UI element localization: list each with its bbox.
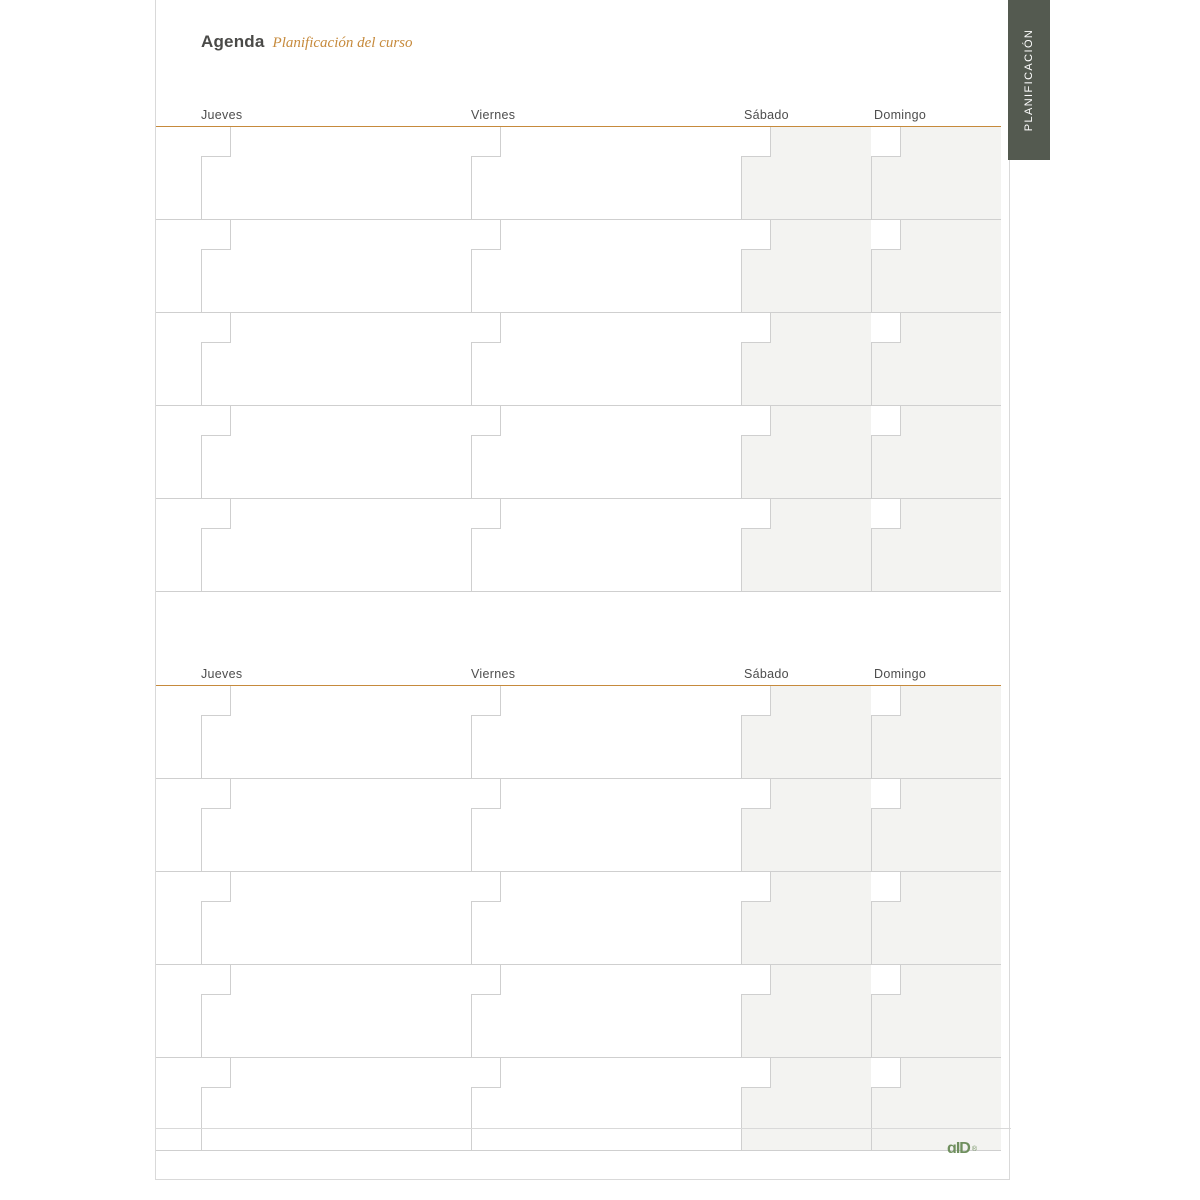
day-header-domingo: Domingo (874, 108, 927, 122)
day-header-sabado: Sábado (744, 108, 789, 122)
date-box[interactable] (201, 220, 231, 250)
date-box[interactable] (471, 313, 501, 343)
date-box[interactable] (741, 965, 771, 995)
date-box[interactable] (471, 686, 501, 716)
date-box[interactable] (471, 406, 501, 436)
date-box[interactable] (741, 1058, 771, 1088)
registered-trademark-icon: ® (971, 1145, 977, 1153)
table-row (156, 1058, 1001, 1151)
side-tab-planificacion[interactable] (1008, 0, 1050, 160)
document-title: Agenda (201, 32, 265, 51)
day-header-viernes: Viernes (471, 667, 516, 681)
date-box[interactable] (471, 872, 501, 902)
date-box[interactable] (871, 499, 901, 529)
date-box[interactable] (201, 499, 231, 529)
date-box[interactable] (741, 127, 771, 157)
brand-logo (947, 1140, 977, 1158)
day-header-viernes: Viernes (471, 108, 516, 122)
date-box[interactable] (741, 220, 771, 250)
table-row (156, 220, 1001, 313)
side-tab-label: PLANIFICACIÓN (1023, 28, 1035, 132)
logo-mark: ɑID (947, 1140, 970, 1157)
date-box[interactable] (871, 965, 901, 995)
date-box[interactable] (201, 406, 231, 436)
planner-block-1 (156, 96, 1011, 592)
page-sheet (155, 0, 1010, 1180)
day-header-domingo: Domingo (874, 667, 927, 681)
table-row (156, 779, 1001, 872)
date-box[interactable] (201, 872, 231, 902)
date-box[interactable] (871, 1058, 901, 1088)
week-grid-1 (156, 126, 1001, 592)
date-box[interactable] (471, 1058, 501, 1088)
day-header-jueves: Jueves (201, 108, 243, 122)
date-box[interactable] (871, 872, 901, 902)
date-box[interactable] (871, 406, 901, 436)
date-box[interactable] (741, 686, 771, 716)
date-box[interactable] (201, 779, 231, 809)
day-header-row-2 (156, 655, 1011, 685)
table-row (156, 965, 1001, 1058)
date-box[interactable] (741, 406, 771, 436)
date-box[interactable] (201, 1058, 231, 1088)
day-header-sabado: Sábado (744, 667, 789, 681)
table-row (156, 127, 1001, 220)
date-box[interactable] (201, 965, 231, 995)
table-row (156, 406, 1001, 499)
date-box[interactable] (871, 220, 901, 250)
date-box[interactable] (741, 872, 771, 902)
table-row (156, 499, 1001, 592)
day-header-jueves: Jueves (201, 667, 243, 681)
date-box[interactable] (471, 220, 501, 250)
date-box[interactable] (201, 127, 231, 157)
date-box[interactable] (741, 499, 771, 529)
document-subtitle: Planificación del curso (272, 35, 413, 51)
date-box[interactable] (201, 313, 231, 343)
date-box[interactable] (471, 127, 501, 157)
date-box[interactable] (471, 779, 501, 809)
page-title (201, 32, 413, 52)
date-box[interactable] (871, 686, 901, 716)
table-row (156, 686, 1001, 779)
date-box[interactable] (871, 779, 901, 809)
week-grid-2 (156, 685, 1001, 1151)
date-box[interactable] (471, 499, 501, 529)
date-box[interactable] (871, 313, 901, 343)
table-row (156, 872, 1001, 965)
table-row (156, 313, 1001, 406)
date-box[interactable] (741, 313, 771, 343)
date-box[interactable] (471, 965, 501, 995)
day-header-row-1 (156, 96, 1011, 126)
footer-divider (156, 1128, 1011, 1129)
date-box[interactable] (201, 686, 231, 716)
planner-block-2 (156, 655, 1011, 1151)
date-box[interactable] (741, 779, 771, 809)
date-box[interactable] (871, 127, 901, 157)
